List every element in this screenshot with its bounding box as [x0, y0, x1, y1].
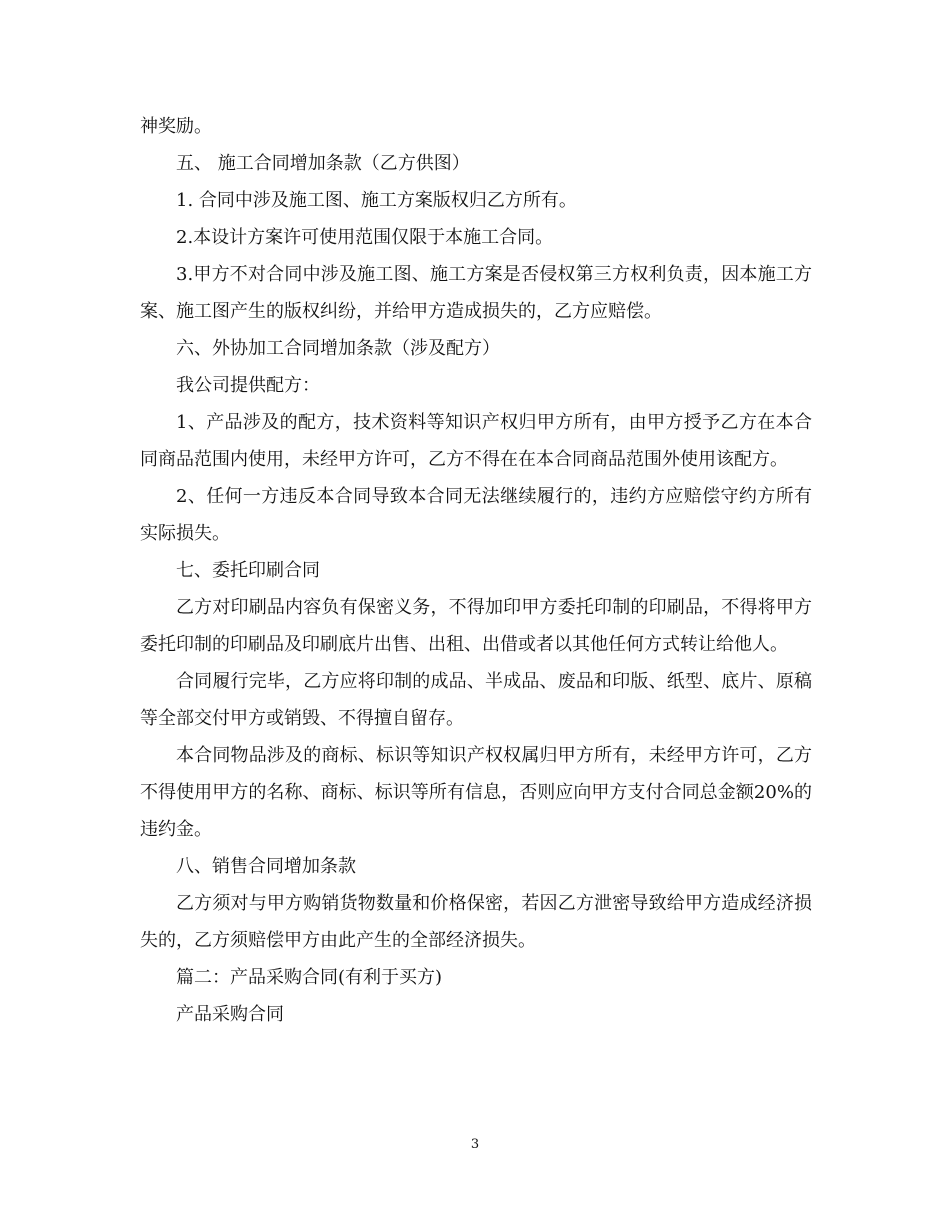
paragraph-continuation: 神奖励。 [140, 116, 212, 137]
section-heading-5: 五、 施工合同增加条款（乙方供图） [176, 153, 470, 174]
section-heading-7: 七、委托印刷合同 [176, 560, 320, 581]
clause-5-1: 1. 合同中涉及施工图、施工方案版权归乙方所有。 [176, 190, 577, 211]
clause-7-1: 乙方对印刷品内容负有保密义务，不得加印甲方委托印制的印刷品，不得将甲方委托印制的印刷品及印刷底片出售、出租、出借或者以其他任何方式转让给他人。 [140, 597, 812, 655]
page-number: 3 [470, 1137, 480, 1152]
clause-5-3: 3.甲方不对合同中涉及施工图、施工方案是否侵权第三方权利负责，因本施工方案、施工图产生的版权纠纷，并给甲方造成损失的，乙方应赔偿。 [140, 264, 812, 322]
clause-7-2: 合同履行完毕，乙方应将印制的成品、半成品、废品和印版、纸型、底片、原稿等全部交付甲方或销毁、不得擅自留存。 [140, 671, 812, 729]
contract-title: 产品采购合同 [176, 1004, 284, 1025]
clause-6-2: 2、任何一方违反本合同导致本合同无法继续履行的，违约方应赔偿守约方所有实际损失。 [140, 486, 812, 544]
document-body [140, 108, 812, 1033]
clause-6-1: 1、产品涉及的配方，技术资料等知识产权归甲方所有，由甲方授予乙方在本合同商品范围内使用，未经甲方许可，乙方不得在在本合同商品范围外使用该配方。 [140, 412, 812, 470]
clause-8-1: 乙方须对与甲方购销货物数量和价格保密，若因乙方泄密导致给甲方造成经济损失的，乙方须赔偿甲方由此产生的全部经济损失。 [140, 893, 812, 951]
section-heading-8: 八、销售合同增加条款 [176, 856, 356, 877]
section-heading-6: 六、外协加工合同增加条款（涉及配方） [176, 338, 500, 359]
clause-6-intro: 我公司提供配方： [176, 375, 320, 396]
clause-5-2: 2.本设计方案许可使用范围仅限于本施工合同。 [176, 227, 554, 248]
chapter-two-heading: 篇二：产品采购合同(有利于买方) [176, 967, 443, 988]
clause-7-3: 本合同物品涉及的商标、标识等知识产权权属归甲方所有，未经甲方许可，乙方不得使用甲方的名称、商标、标识等所有信息，否则应向甲方支付合同总金额20%的违约金。 [140, 745, 812, 840]
